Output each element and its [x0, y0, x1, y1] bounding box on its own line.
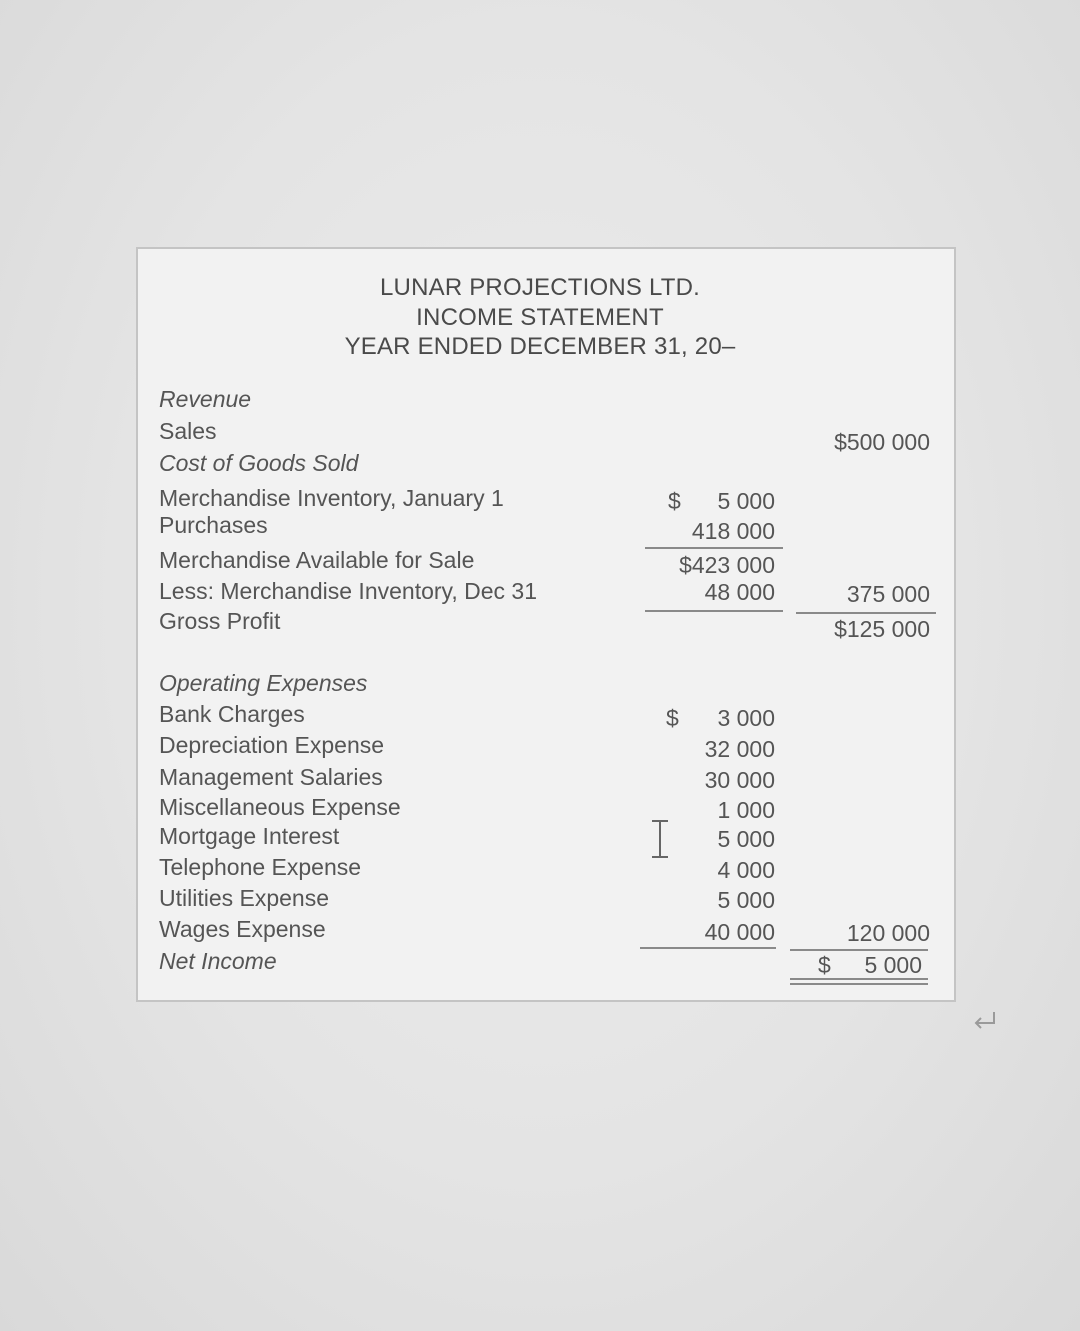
- mortgage-amount: 5 000: [717, 826, 775, 852]
- company-name: LUNAR PROJECTIONS LTD.: [380, 274, 700, 301]
- gross-profit-rule: [796, 612, 936, 614]
- purchases-label: Purchases: [159, 512, 268, 538]
- purchases-amount: 418 000: [691, 518, 775, 544]
- wages-label: Wages Expense: [159, 916, 326, 942]
- management-amount: 30 000: [704, 767, 775, 793]
- bank-charges-amount: 3 000: [717, 705, 775, 731]
- utilities-label: Utilities Expense: [159, 885, 330, 911]
- depreciation-amount: 32 000: [704, 736, 775, 762]
- bank-charges-label: Bank Charges: [159, 701, 305, 727]
- misc-amount: 1 000: [717, 797, 775, 823]
- inventory-jan-dollar: $: [668, 488, 681, 514]
- gross-profit-amount: $125 000: [834, 616, 930, 642]
- revenue-heading: Revenue: [159, 386, 252, 412]
- cogs-rule: [645, 610, 783, 612]
- telephone-label: Telephone Expense: [159, 854, 362, 880]
- inventory-jan-amount: 5 000: [717, 488, 775, 514]
- opex-heading: Operating Expenses: [159, 670, 368, 696]
- mortgage-label: Mortgage Interest: [159, 823, 340, 849]
- less-inventory-amount: 48 000: [704, 579, 775, 605]
- net-income-amount: 5 000: [864, 952, 922, 978]
- opex-rule: [640, 947, 776, 949]
- available-label: Merchandise Available for Sale: [159, 547, 475, 573]
- net-income-rule: [790, 949, 928, 951]
- inventory-jan-label: Merchandise Inventory, January 1: [159, 485, 504, 511]
- depreciation-label: Depreciation Expense: [159, 732, 385, 758]
- telephone-amount: 4 000: [717, 857, 775, 883]
- statement-period: YEAR ENDED DECEMBER 31, 20–: [344, 333, 736, 360]
- net-income-double-rule-2: [790, 983, 928, 985]
- net-income-double-rule-1: [790, 978, 928, 980]
- sales-label: Sales: [159, 418, 217, 444]
- net-income-label: Net Income: [159, 948, 277, 974]
- wages-amount: 40 000: [704, 919, 775, 945]
- net-income-dollar: $: [818, 952, 831, 978]
- available-amount: $423 000: [679, 552, 775, 578]
- bank-charges-dollar: $: [666, 705, 679, 731]
- statement-title: INCOME STATEMENT: [416, 304, 664, 331]
- available-rule: [645, 547, 783, 549]
- management-label: Management Salaries: [159, 764, 383, 790]
- opex-total-amount: 120 000: [846, 920, 930, 946]
- return-arrow-icon: [972, 1010, 998, 1032]
- utilities-amount: 5 000: [717, 887, 775, 913]
- sales-amount: $500 000: [834, 429, 930, 455]
- less-inventory-label: Less: Merchandise Inventory, Dec 31: [159, 578, 537, 604]
- text-cursor-icon: [648, 818, 672, 860]
- cogs-heading: Cost of Goods Sold: [159, 450, 359, 476]
- misc-label: Miscellaneous Expense: [159, 794, 401, 820]
- cogs-total-amount: 375 000: [846, 581, 930, 607]
- gross-profit-label: Gross Profit: [159, 608, 281, 634]
